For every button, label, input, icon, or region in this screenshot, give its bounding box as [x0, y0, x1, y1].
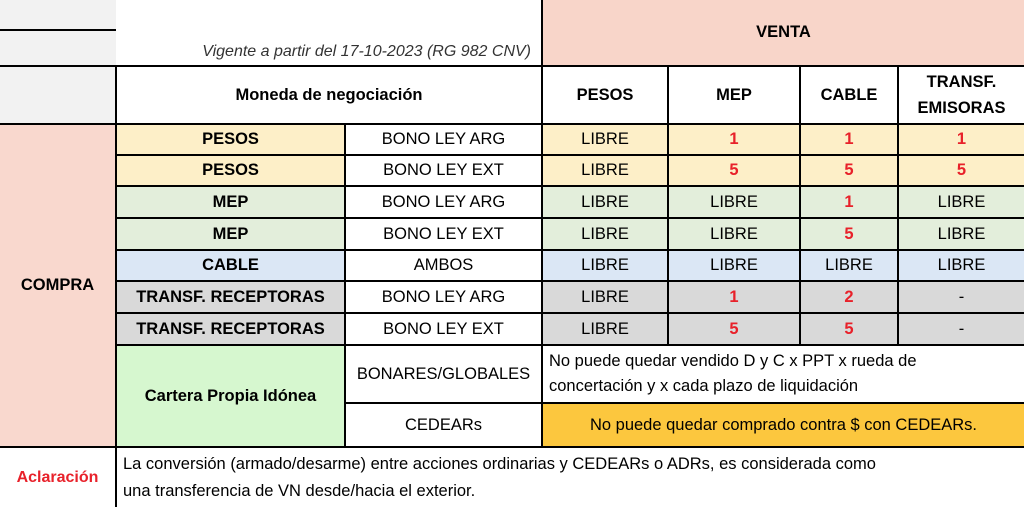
aclaracion-label: Aclaración: [0, 447, 116, 507]
cell-cable: 5: [800, 155, 898, 186]
bonares-note: [542, 345, 1024, 403]
row-moneda: TRANSF. RECEPTORAS: [116, 313, 345, 345]
cell-transf: 5: [898, 155, 1024, 186]
cell-pesos: LIBRE: [542, 124, 668, 155]
cell-cable: 5: [800, 218, 898, 250]
row-bono: BONO LEY ARG: [345, 124, 542, 155]
row-bono: AMBOS: [345, 250, 542, 281]
cell-transf: -: [898, 313, 1024, 345]
cell-cable: 2: [800, 281, 898, 313]
row-bono: BONO LEY EXT: [345, 218, 542, 250]
cell-pesos: LIBRE: [542, 313, 668, 345]
venta-label: VENTA: [756, 23, 811, 41]
row-bono: BONO LEY EXT: [345, 155, 542, 186]
bonares-note-line2: concertación y x cada plazo de liquidación: [549, 377, 859, 395]
cell-mep: 1: [668, 124, 800, 155]
corner-blank-gray: [0, 66, 116, 124]
cell-transf: -: [898, 281, 1024, 313]
aclaracion-text-line1: La conversión (armado/desarme) entre acciones ordinarias y CEDEARs o ADRs, es considerada como: [123, 454, 876, 473]
cedears-label: CEDEARs: [345, 403, 542, 447]
row-bono: BONO LEY EXT: [345, 313, 542, 345]
cell-cable: 5: [800, 313, 898, 345]
col-header-transf-emisoras: [898, 66, 1024, 124]
cell-mep: LIBRE: [668, 186, 800, 218]
cell-pesos: LIBRE: [542, 250, 668, 281]
cell-transf: LIBRE: [898, 186, 1024, 218]
vigente-note: [116, 0, 542, 66]
cell-pesos: LIBRE: [542, 186, 668, 218]
row-moneda: CABLE: [116, 250, 345, 281]
cell-transf: LIBRE: [898, 250, 1024, 281]
venta-header: [542, 0, 1024, 66]
cell-mep: LIBRE: [668, 250, 800, 281]
cell-cable: 1: [800, 186, 898, 218]
moneda-negociacion-label: Moneda de negociación: [235, 85, 423, 104]
col-header-mep: MEP: [668, 66, 800, 124]
row-moneda: MEP: [116, 186, 345, 218]
moneda-negociacion-header: [116, 66, 542, 124]
cell-mep: 5: [668, 313, 800, 345]
cell-cable: LIBRE: [800, 250, 898, 281]
aclaracion-text: [116, 447, 1024, 507]
bonares-globales-label: BONARES/GLOBALES: [345, 345, 542, 403]
cell-pesos: LIBRE: [542, 155, 668, 186]
col-header-transf-line2: EMISORAS: [917, 99, 1006, 117]
row-bono: BONO LEY ARG: [345, 186, 542, 218]
compra-label: COMPRA: [0, 124, 116, 447]
row-moneda: PESOS: [116, 124, 345, 155]
cell-transf: 1: [898, 124, 1024, 155]
corner-blank: [0, 0, 116, 30]
cell-pesos: LIBRE: [542, 281, 668, 313]
row-moneda: TRANSF. RECEPTORAS: [116, 281, 345, 313]
col-header-pesos: PESOS: [542, 66, 668, 124]
row-moneda: PESOS: [116, 155, 345, 186]
cell-mep: LIBRE: [668, 218, 800, 250]
cell-cable: 1: [800, 124, 898, 155]
corner-blank-lower: [0, 30, 116, 66]
row-bono: BONO LEY ARG: [345, 281, 542, 313]
cartera-propia-label: Cartera Propia Idónea: [116, 345, 345, 447]
bonares-note-line1: No puede quedar vendido D y C x PPT x rueda de: [549, 352, 917, 370]
vigente-text: Vigente a partir del 17-10-2023 (RG 982 CNV): [202, 43, 531, 60]
cell-mep: 1: [668, 281, 800, 313]
cell-mep: 5: [668, 155, 800, 186]
cell-pesos: LIBRE: [542, 218, 668, 250]
col-header-transf-line1: TRANSF.: [926, 73, 997, 91]
col-header-cable: CABLE: [800, 66, 898, 124]
cell-transf: LIBRE: [898, 218, 1024, 250]
aclaracion-text-line2: una transferencia de VN desde/hacia el exterior.: [123, 481, 476, 500]
cedears-note: No puede quedar comprado contra $ con CEDEARs.: [542, 403, 1024, 447]
row-moneda: MEP: [116, 218, 345, 250]
